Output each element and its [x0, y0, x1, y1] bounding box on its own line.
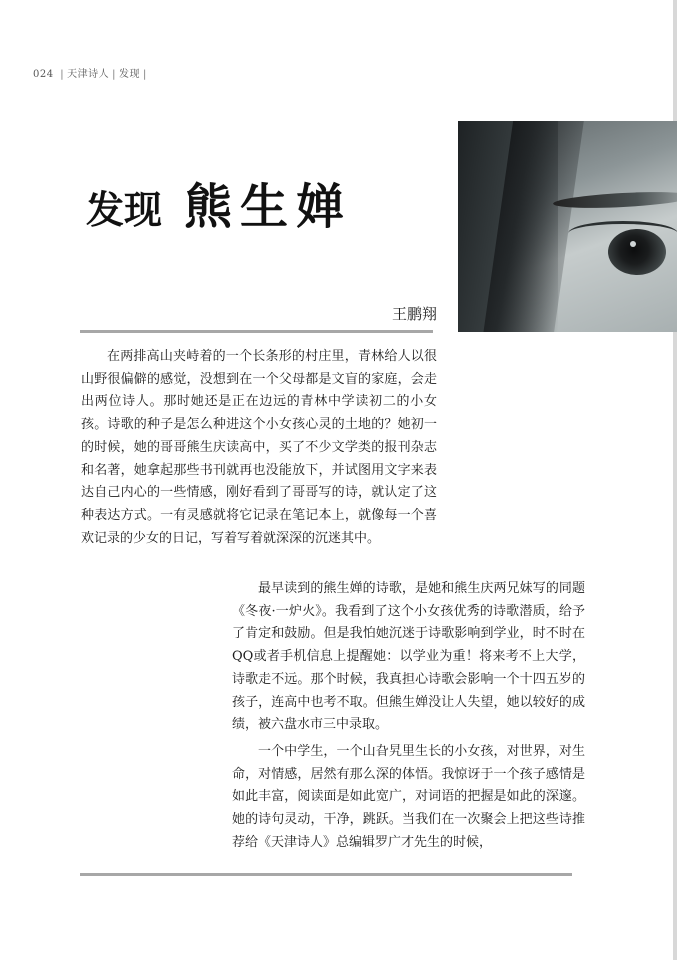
poet-name: 熊生婵 [184, 179, 353, 235]
portrait-photo [458, 121, 677, 332]
body-paragraph-3: 一个中学生，一个山旮旯里生长的小女孩，对世界，对生命，对情感，居然有那么深的体悟。我惊讶于一个孩子感情是如此丰富，阅读面是如此宽广，对词语的把握是如此的深邃。她的诗句灵动，干净，跳跃。当我们在一次聚会上把这些诗推荐给《天津诗人》总编辑罗广才先生的时候， [232, 744, 585, 850]
body-paragraph-1: 在两排高山夹峙着的一个长条形的村庄里，青林给人以很山野很偏僻的感觉，没想到在一个父母都是文盲的家庭，会走出两位诗人。那时她还是正在边远的青林中学读初二的小女孩。诗歌的种子是怎么种进这个小女孩心灵的土地的？她初一的时候，她的哥哥熊生庆读高中，买了不少文学类的报刊杂志和名著，她拿起那些书刊就再也没能放下，并试图用文字来表达自己内心的一些情感，刚好看到了哥哥写的诗，就认定了这种表达方式。一有灵感就将它记录在笔记本上，就像每一个喜欢记录的少女的日记，写着写着就深深的沉迷其中。 [81, 349, 437, 546]
author-byline: 王鹏翔 [392, 305, 438, 323]
page-number: 024 [33, 69, 54, 80]
section-name: 发现 [119, 69, 141, 80]
column-name: 发现 [86, 187, 163, 232]
running-head [33, 65, 150, 80]
body-paragraph-2: 最早读到的熊生婵的诗歌，是她和熊生庆两兄妹写的同题《冬夜·一炉火》。我看到了这个小女孩优秀的诗歌潜质，给予了肯定和鼓励。但是我怕她沉迷于诗歌影响到学业，时不时在QQ或者手机信息上提醒她：以学业为重！将来考不上大学，诗歌走不远。那个时候，我真担心诗歌会影响一个十四五岁的孩子，连高中也考不取。但熊生婵没让人失望，她以较好的成绩，被六盘水市三中录取。 [232, 581, 585, 733]
running-head-separator: | [112, 69, 117, 80]
journal-name: 天津诗人 [67, 69, 110, 80]
top-divider [80, 330, 433, 333]
running-head-separator: | [60, 69, 65, 80]
article-title [86, 168, 352, 237]
bottom-divider [80, 873, 572, 876]
photo-eye [608, 229, 666, 275]
photo-eye-highlight [630, 241, 636, 247]
running-head-separator: | [143, 69, 147, 80]
